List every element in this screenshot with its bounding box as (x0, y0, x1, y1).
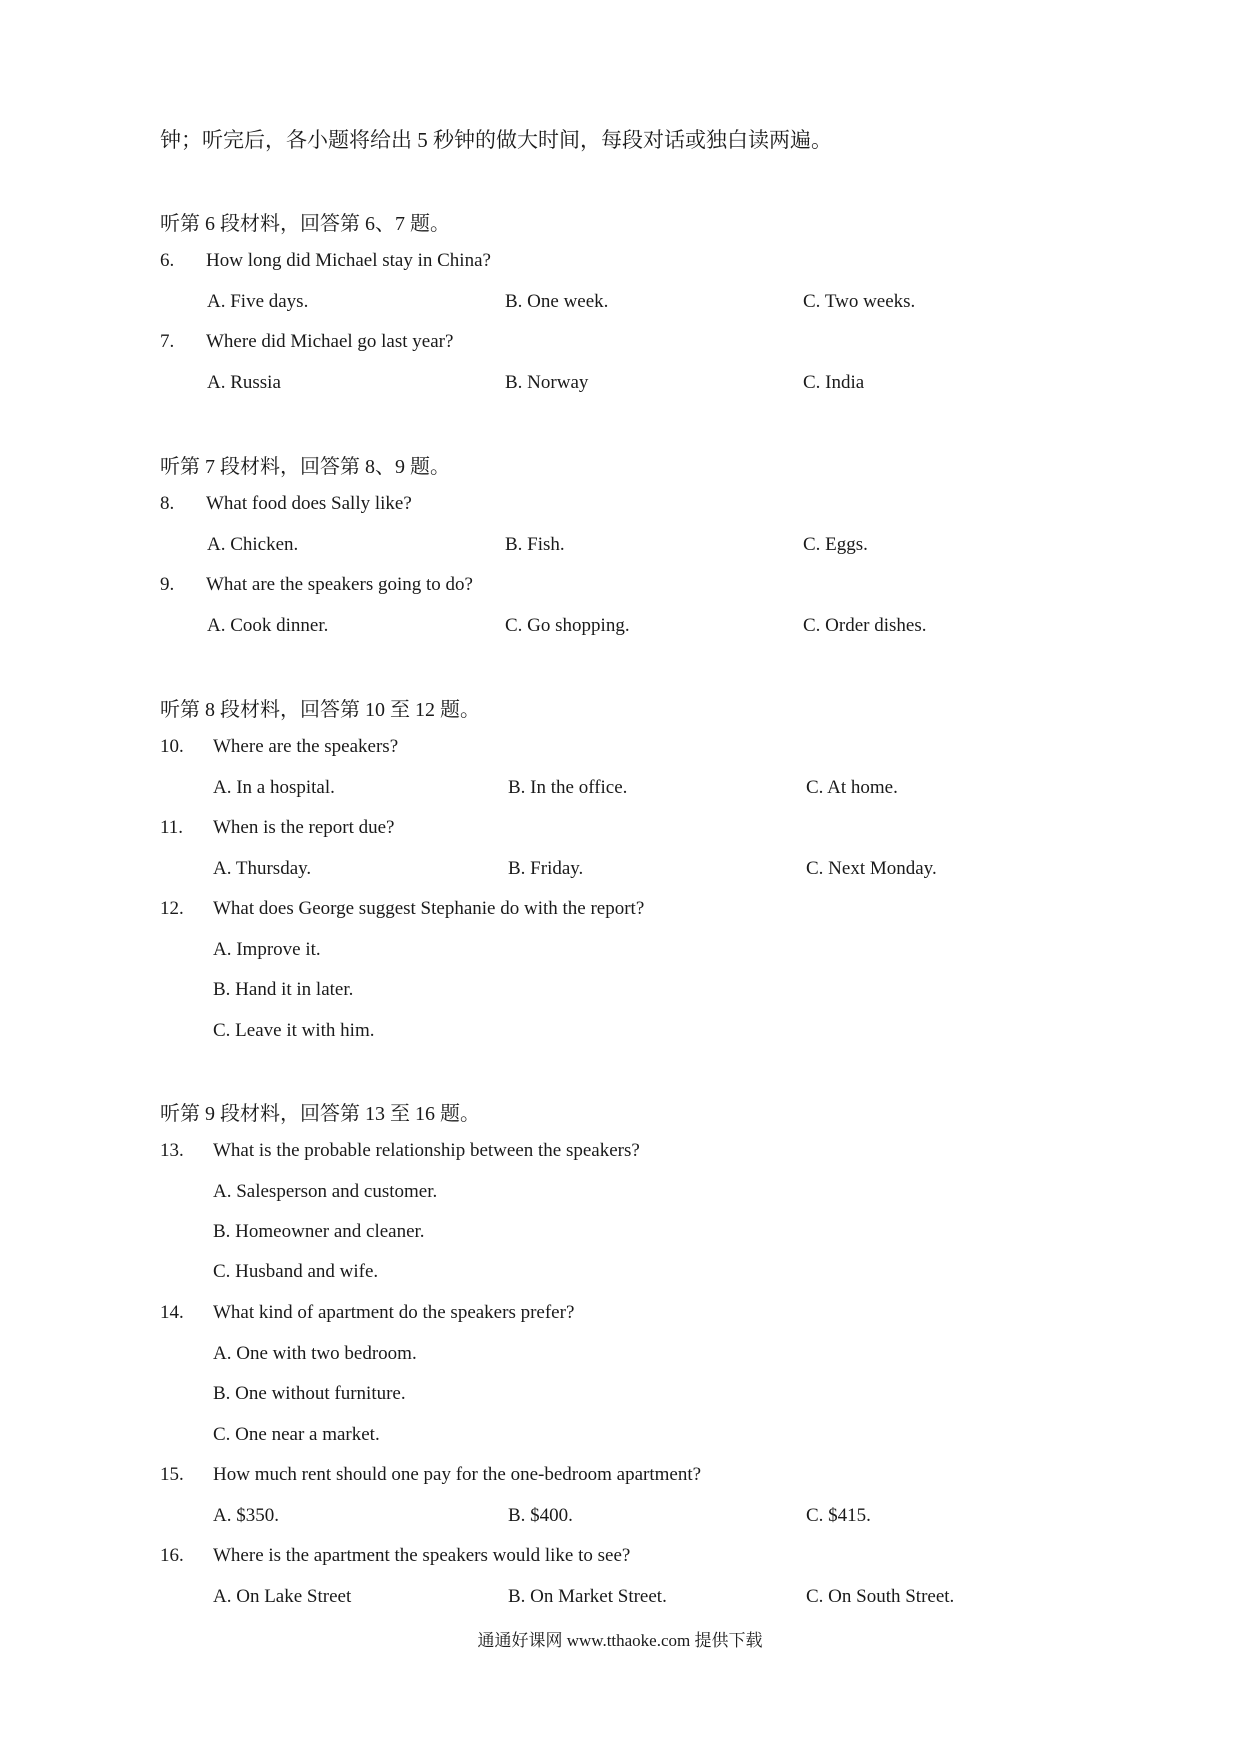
option-a: A. $350. (213, 1505, 279, 1526)
option-c: C. On South Street. (806, 1586, 955, 1607)
option-c: C. Leave it with him. (213, 1020, 375, 1041)
option-a: A. In a hospital. (213, 777, 335, 798)
question-text: What are the speakers going to do? (206, 574, 473, 595)
question-number: 16. (160, 1545, 184, 1566)
option-b: C. Go shopping. (505, 615, 630, 636)
option-b: B. One week. (505, 291, 609, 312)
question-number: 8. (160, 493, 175, 514)
option-b: B. On Market Street. (508, 1586, 667, 1607)
option-a: A. Improve it. (213, 939, 321, 960)
instructions-line: 钟；听完后，各小题将给出 5 秒钟的做大时间，每段对话或独白读两遍。 (160, 128, 832, 152)
question-text: Where is the apartment the speakers would like to see? (213, 1545, 631, 1566)
question-text: What kind of apartment do the speakers prefer? (213, 1302, 575, 1323)
option-c: C. One near a market. (213, 1424, 380, 1445)
option-a: A. Cook dinner. (207, 615, 329, 636)
option-c: C. Husband and wife. (213, 1261, 379, 1282)
question-text: What is the probable relationship between the speakers? (213, 1140, 640, 1161)
option-b: B. Norway (505, 372, 589, 393)
option-c: C. Eggs. (803, 534, 868, 555)
option-a: A. One with two bedroom. (213, 1343, 417, 1364)
option-b: B. Hand it in later. (213, 979, 354, 1000)
section-heading: 听第 8 段材料，回答第 10 至 12 题。 (160, 699, 480, 721)
question-text: What food does Sally like? (206, 493, 412, 514)
option-c: C. India (803, 372, 865, 393)
question-number: 6. (160, 250, 175, 271)
question-number: 10. (160, 736, 184, 757)
option-b: B. $400. (508, 1505, 573, 1526)
option-c: C. At home. (806, 777, 898, 798)
question-number: 13. (160, 1140, 184, 1161)
option-c: C. Next Monday. (806, 858, 937, 879)
option-a: A. Russia (207, 372, 281, 393)
option-a: A. Thursday. (213, 858, 312, 879)
option-a: A. Salesperson and customer. (213, 1181, 438, 1202)
question-text: Where are the speakers? (213, 736, 399, 757)
option-c: C. $415. (806, 1505, 871, 1526)
section-heading: 听第 9 段材料，回答第 13 至 16 题。 (160, 1103, 480, 1125)
question-number: 11. (160, 817, 184, 838)
question-text: How long did Michael stay in China? (206, 250, 491, 271)
option-b: B. Friday. (508, 858, 584, 879)
question-text: Where did Michael go last year? (206, 331, 454, 352)
footer-download-note: 通通好课网 www.tthaoke.com 提供下载 (477, 1631, 763, 1650)
question-text: When is the report due? (213, 817, 395, 838)
option-b: B. Homeowner and cleaner. (213, 1221, 425, 1242)
question-text: What does George suggest Stephanie do with the report? (213, 898, 645, 919)
question-text: How much rent should one pay for the one-bedroom apartment? (213, 1464, 702, 1485)
question-number: 15. (160, 1464, 184, 1485)
option-b: B. One without furniture. (213, 1383, 406, 1404)
option-b: B. In the office. (508, 777, 628, 798)
option-b: B. Fish. (505, 534, 565, 555)
question-number: 14. (160, 1302, 184, 1323)
option-a: A. Five days. (207, 291, 309, 312)
option-a: A. Chicken. (207, 534, 299, 555)
option-a: A. On Lake Street (213, 1586, 352, 1607)
question-number: 12. (160, 898, 184, 919)
option-c: C. Two weeks. (803, 291, 916, 312)
section-heading: 听第 7 段材料，回答第 8、9 题。 (160, 456, 450, 478)
option-c: C. Order dishes. (803, 615, 927, 636)
question-number: 9. (160, 574, 175, 595)
section-heading: 听第 6 段材料，回答第 6、7 题。 (160, 213, 450, 235)
question-number: 7. (160, 331, 175, 352)
